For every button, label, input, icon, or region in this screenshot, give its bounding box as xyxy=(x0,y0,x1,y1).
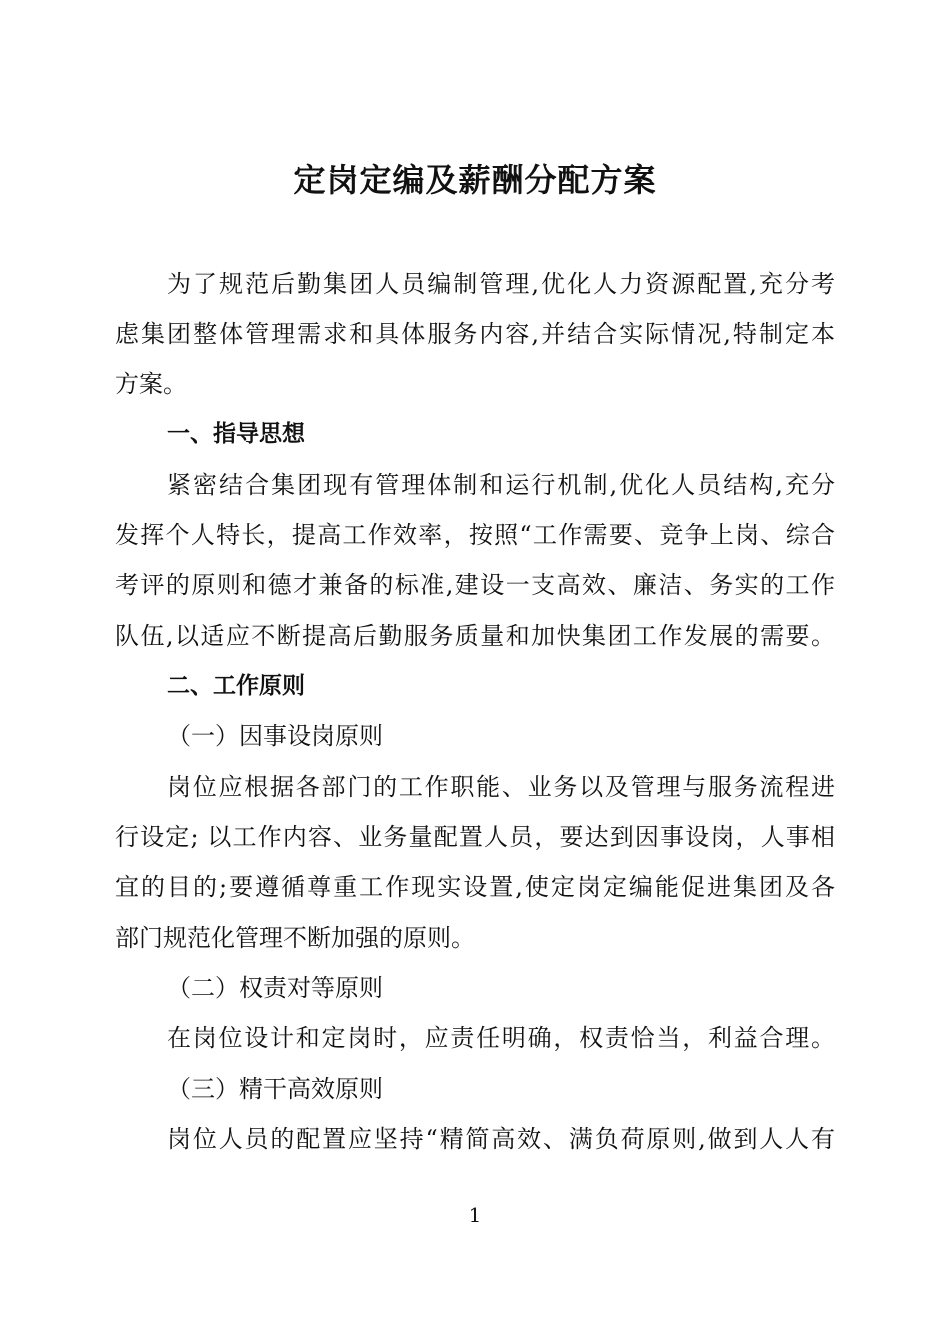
paragraph-line: 方案。 xyxy=(115,370,187,398)
document-title: 定岗定编及薪酬分配方案 xyxy=(293,161,657,199)
page-number: 1 xyxy=(468,1203,482,1227)
paragraph-line: 为了规范后勤集团人员编制管理,优化人力资源配置,充分考 xyxy=(167,270,835,298)
paragraph-line: 虑集团整体管理需求和具体服务内容,并结合实际情况,特制定本 xyxy=(115,320,835,348)
section-heading: 一、指导思想 xyxy=(167,421,305,447)
paragraph-line: 宜的目的;要遵循尊重工作现实设置,使定岗定编能促进集团及各 xyxy=(115,873,835,901)
paragraph-line: 岗位应根据各部门的工作职能、业务以及管理与服务流程进 xyxy=(167,773,835,801)
subsection-heading: （二）权责对等原则 xyxy=(167,974,383,1002)
paragraph-line: 队伍,以适应不断提高后勤服务质量和加快集团工作发展的需要。 xyxy=(115,622,835,650)
paragraph-line: 考评的原则和德才兼备的标准,建设一支高效、廉洁、务实的工作 xyxy=(115,571,835,599)
paragraph-line: 紧密结合集团现有管理体制和运行机制,优化人员结构,充分 xyxy=(167,471,835,499)
subsection-heading: （一）因事设岗原则 xyxy=(167,722,383,750)
paragraph-line: 部门规范化管理不断加强的原则。 xyxy=(115,924,475,952)
paragraph-line: 行设定; 以工作内容、业务量配置人员，要达到因事设岗，人事相 xyxy=(115,823,835,851)
paragraph-line: 在岗位设计和定岗时，应责任明确，权责恰当，利益合理。 xyxy=(167,1024,835,1052)
section-heading: 二、工作原则 xyxy=(167,673,305,699)
subsection-heading: （三）精干高效原则 xyxy=(167,1075,383,1103)
paragraph-line: 岗位人员的配置应坚持“精简高效、满负荷原则,做到人人有 xyxy=(167,1125,835,1153)
paragraph-line: 发挥个人特长，提高工作效率，按照“工作需要、竞争上岗、综合 xyxy=(115,521,835,549)
